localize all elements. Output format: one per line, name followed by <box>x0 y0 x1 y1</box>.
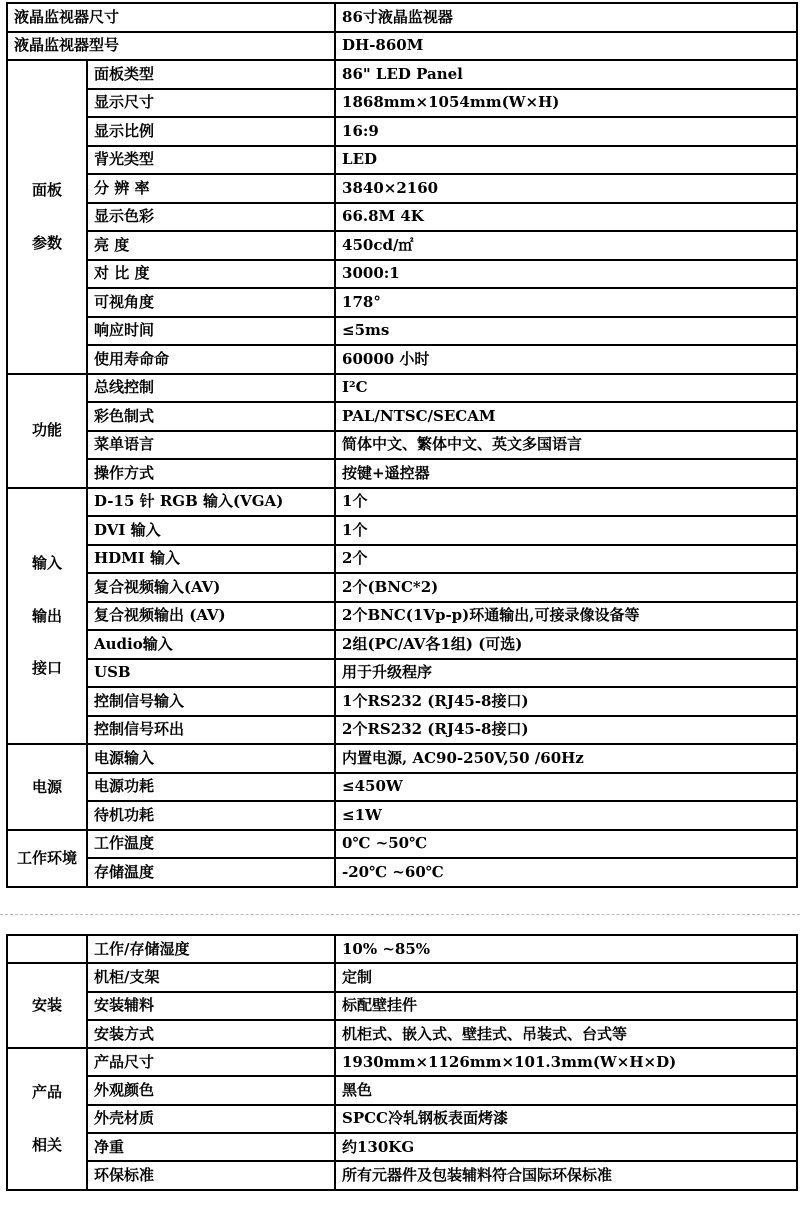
spec-label: 可视角度 <box>87 288 335 317</box>
spec-label: 控制信号输入 <box>87 687 335 716</box>
spec-label: 复合视频输出 (AV) <box>87 602 335 631</box>
spec-label: USB <box>87 659 335 688</box>
table-row <box>7 516 797 545</box>
spec-label: 亮 度 <box>87 231 335 260</box>
table-row <box>7 935 797 963</box>
table-row <box>7 1020 797 1048</box>
table-row <box>7 374 797 403</box>
category-label: 工作环境 <box>16 848 77 867</box>
spec-label: 总线控制 <box>87 374 335 403</box>
category-label: 接口 <box>31 659 62 677</box>
spec-value: 约130KG <box>335 1133 797 1161</box>
spec-label: 操作方式 <box>87 459 335 488</box>
page-break <box>0 914 800 935</box>
table-row <box>7 488 797 517</box>
spec-label: HDMI 输入 <box>87 545 335 574</box>
spec-value: -20℃ ~60℃ <box>335 858 797 887</box>
spec-label: 菜单语言 <box>87 431 335 460</box>
spec-label: 分 辨 率 <box>87 174 335 203</box>
category-label: 产品 <box>31 1083 62 1102</box>
category-label: 相关 <box>31 1135 62 1154</box>
category-label: 面板 <box>31 181 62 200</box>
spec-label: 安装方式 <box>87 1020 335 1048</box>
table-row <box>7 60 797 89</box>
table-row <box>7 1048 797 1076</box>
table-row <box>7 801 797 830</box>
category-cell <box>7 374 87 488</box>
table-row <box>7 1076 797 1104</box>
spec-label: 外观颜色 <box>87 1076 335 1104</box>
spec-label: 使用寿命命 <box>87 345 335 374</box>
spec-label: 对 比 度 <box>87 260 335 289</box>
table-row <box>7 317 797 346</box>
category-label: 输入 <box>31 554 62 572</box>
spec-value: 1930mm×1126mm×101.3mm(W×H×D) <box>335 1048 797 1076</box>
spec-value: 2个BNC(1Vp-p)环通输出,可接录像设备等 <box>335 602 797 631</box>
spec-label: 环保标准 <box>87 1161 335 1189</box>
spec-value: 简体中文、繁体中文、英文多国语言 <box>335 431 797 460</box>
spec-label: 显示色彩 <box>87 203 335 232</box>
spec-label: 电源功耗 <box>87 773 335 802</box>
spec-value: ≤1W <box>335 801 797 830</box>
table-row <box>7 1133 797 1161</box>
table-row <box>7 345 797 374</box>
category-cell <box>7 963 87 1048</box>
spec-label: D-15 针 RGB 输入(VGA) <box>87 488 335 517</box>
table-row <box>7 146 797 175</box>
category-label: 电源 <box>31 777 62 796</box>
category-label: 功能 <box>31 421 62 440</box>
table-row <box>7 1161 797 1189</box>
category-label: 输出 <box>31 606 62 625</box>
table-row <box>7 288 797 317</box>
spec-label: 显示比例 <box>87 117 335 146</box>
spec-value: SPCC冷轧钢板表面烤漆 <box>335 1105 797 1133</box>
table-row <box>7 117 797 146</box>
spec-table-1 <box>6 2 798 888</box>
table-row <box>7 573 797 602</box>
spec-label: 背光类型 <box>87 146 335 175</box>
spec-value: 66.8M 4K <box>335 203 797 232</box>
spec-value: 86寸液晶监视器 <box>335 3 797 32</box>
spec-value: I²C <box>335 374 797 403</box>
spec-value: 450cd/㎡ <box>335 231 797 260</box>
spec-value: 3000:1 <box>335 260 797 289</box>
spec-label: 工作/存储湿度 <box>87 935 335 963</box>
spec-label: 控制信号环出 <box>87 716 335 745</box>
spec-label: 存储温度 <box>87 858 335 887</box>
spec-value: 2个(BNC*2) <box>335 573 797 602</box>
spec-label: 显示尺寸 <box>87 89 335 118</box>
category-cell <box>7 935 87 963</box>
table-row <box>7 32 797 61</box>
category-cell <box>7 830 87 887</box>
spec-value: 2个RS232 (RJ45-8接口) <box>335 716 797 745</box>
table-row <box>7 744 797 773</box>
table-row <box>7 260 797 289</box>
category-cell <box>7 60 87 374</box>
category-label: 安装 <box>31 996 62 1015</box>
spec-table-2 <box>6 934 798 1191</box>
category-label: 参数 <box>31 233 62 252</box>
table-row <box>7 602 797 631</box>
spec-value: 按键+遥控器 <box>335 459 797 488</box>
spec-value: 定制 <box>335 963 797 991</box>
spec-label: Audio输入 <box>87 630 335 659</box>
table-row <box>7 402 797 431</box>
table-row <box>7 830 797 859</box>
spec-value: 1个 <box>335 488 797 517</box>
spec-label: DVI 输入 <box>87 516 335 545</box>
table-row <box>7 3 797 32</box>
table-row <box>7 659 797 688</box>
spec-label: 电源输入 <box>87 744 335 773</box>
spec-value: ≤5ms <box>335 317 797 346</box>
spec-value: 86" LED Panel <box>335 60 797 89</box>
spec-value: 黑色 <box>335 1076 797 1104</box>
spec-label: 外壳材质 <box>87 1105 335 1133</box>
table-row <box>7 545 797 574</box>
category-cell <box>7 1048 87 1189</box>
category-cell <box>7 744 87 830</box>
spec-value: ≤450W <box>335 773 797 802</box>
spec-value: DH-860M <box>335 32 797 61</box>
spec-value: 1个RS232 (RJ45-8接口) <box>335 687 797 716</box>
spec-label: 复合视频输入(AV) <box>87 573 335 602</box>
spec-label: 安装辅料 <box>87 992 335 1020</box>
table-row <box>7 716 797 745</box>
spec-value: 0℃ ~50℃ <box>335 830 797 859</box>
spec-value: 2个 <box>335 545 797 574</box>
table-row <box>7 174 797 203</box>
spec-label: 待机功耗 <box>87 801 335 830</box>
spec-value: PAL/NTSC/SECAM <box>335 402 797 431</box>
category-cell <box>7 488 87 745</box>
spec-value: 标配壁挂件 <box>335 992 797 1020</box>
spec-label: 机柜/支架 <box>87 963 335 991</box>
spec-value: 机柜式、嵌入式、壁挂式、吊装式、台式等 <box>335 1020 797 1048</box>
spec-value: LED <box>335 146 797 175</box>
table-row <box>7 1105 797 1133</box>
spec-value: 16:9 <box>335 117 797 146</box>
spec-label: 面板类型 <box>87 60 335 89</box>
spec-value: 1868mm×1054mm(W×H) <box>335 89 797 118</box>
table-row <box>7 630 797 659</box>
spec-value: 3840×2160 <box>335 174 797 203</box>
table-row <box>7 963 797 991</box>
spec-label: 彩色制式 <box>87 402 335 431</box>
spec-value: 用于升级程序 <box>335 659 797 688</box>
spec-value: 178° <box>335 288 797 317</box>
table-row <box>7 992 797 1020</box>
spec-label: 产品尺寸 <box>87 1048 335 1076</box>
table-row <box>7 858 797 887</box>
spec-label: 响应时间 <box>87 317 335 346</box>
table-row <box>7 431 797 460</box>
table-row <box>7 203 797 232</box>
table-row <box>7 687 797 716</box>
spec-value: 内置电源, AC90-250V,50 /60Hz <box>335 744 797 773</box>
spec-label: 净重 <box>87 1133 335 1161</box>
table-row <box>7 89 797 118</box>
table-row <box>7 231 797 260</box>
spec-label: 液晶监视器型号 <box>7 32 335 61</box>
table-row <box>7 459 797 488</box>
spec-value: 1个 <box>335 516 797 545</box>
spec-label: 工作温度 <box>87 830 335 859</box>
spec-value: 所有元器件及包装辅料符合国际环保标准 <box>335 1161 797 1189</box>
spec-value: 10% ~85% <box>335 935 797 963</box>
spec-value: 60000 小时 <box>335 345 797 374</box>
spec-value: 2组(PC/AV各1组) (可选) <box>335 630 797 659</box>
spec-label: 液晶监视器尺寸 <box>7 3 335 32</box>
table-row <box>7 773 797 802</box>
